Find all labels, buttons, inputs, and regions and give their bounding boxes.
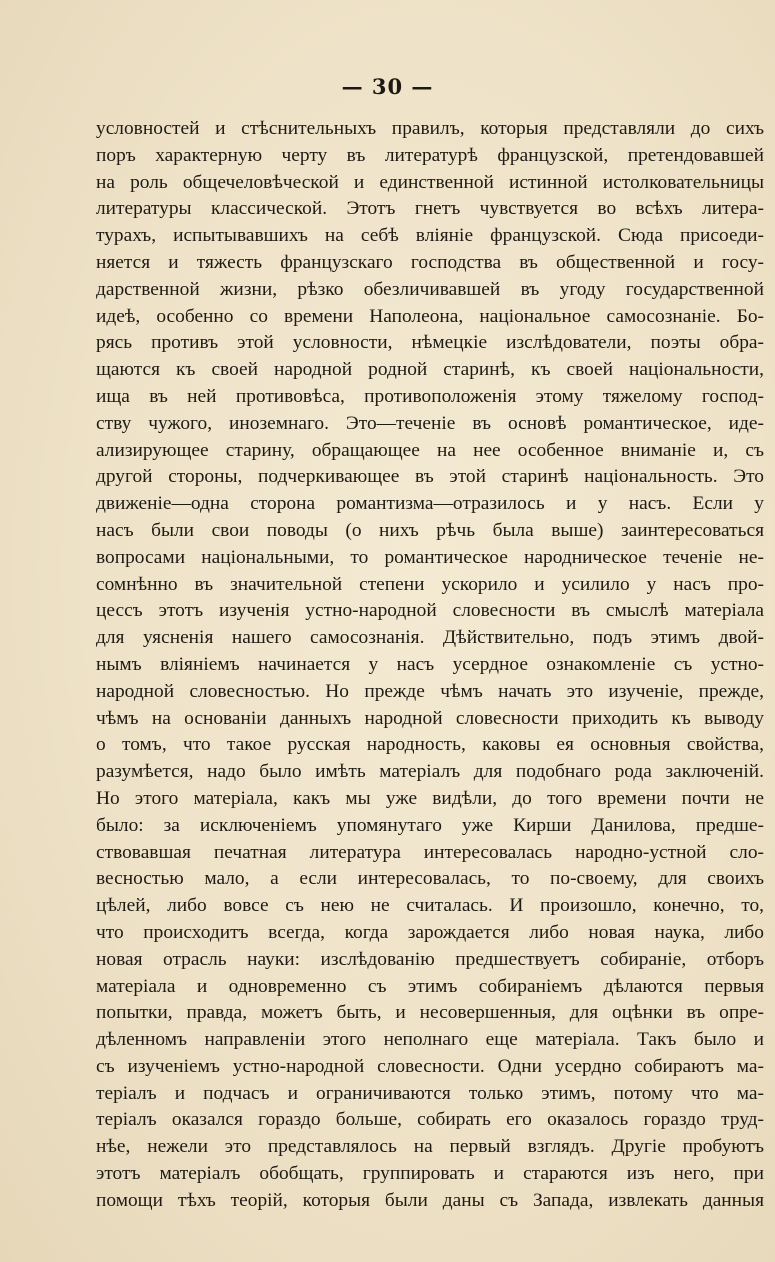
text-line: новая отрасль науки: изслѣдованію предшествуетъ собираніе, отборъ bbox=[96, 948, 764, 970]
page-number: — 30 — bbox=[341, 74, 434, 99]
text-line: няется и тяжесть французскаго господства въ общественной и госу- bbox=[96, 251, 764, 273]
text-line: Но этого матеріала, какъ мы уже видѣли, до того времени почти не bbox=[96, 787, 764, 809]
text-line: для уясненія нашего самосознанія. Дѣйствительно, подъ этимъ двой- bbox=[96, 627, 764, 649]
text-line: народной словесностью. Но прежде чѣмъ начать это изученіе, прежде, bbox=[96, 680, 764, 702]
text-line: помощи тѣхъ теорій, которыя были даны съ Запада, извлекать данныя bbox=[96, 1189, 764, 1211]
text-line: дѣленномъ направленіи этого неполнаго еще матеріала. Такъ было и bbox=[96, 1029, 764, 1051]
text-line: литературы классической. Этотъ гнетъ чувствуется во всѣхъ литера- bbox=[96, 198, 764, 220]
text-line: этотъ матеріалъ обобщать, группировать и стараются изъ него, при bbox=[96, 1163, 764, 1185]
text-line: ализирующее старину, обращающее на нее особенное вниманіе и, съ bbox=[96, 439, 764, 461]
text-line: цѣлей, либо вовсе съ нею не считалась. И произошло, конечно, то, bbox=[96, 895, 764, 917]
text-line: условностей и стѣснительныхъ правилъ, которыя представляли до сихъ bbox=[96, 118, 764, 139]
text-line: насъ были свои поводы (о нихъ рѣчь была выше) заинтересоваться bbox=[96, 519, 764, 541]
text-line: дарственной жизни, рѣзко обезличивавшей въ угоду государственной bbox=[96, 278, 764, 300]
text-line: сомнѣнно въ значительной степени ускорило и усилило у насъ про- bbox=[96, 573, 764, 595]
text-line: поръ характерную черту въ литературѣ французской, претендовавшей bbox=[96, 144, 764, 166]
text-line: чѣмъ на основаніи данныхъ народной словесности приходить къ выводу bbox=[96, 707, 764, 729]
text-line: рясь противъ этой условности, нѣмецкіе изслѣдователи, поэты обра- bbox=[96, 332, 764, 354]
text-line: нымъ вліяніемъ начинается у насъ усердное ознакомленіе съ устно- bbox=[96, 653, 764, 675]
text-line: съ изученіемъ устно-народной словесности. Одни усердно собираютъ ма- bbox=[96, 1055, 764, 1077]
text-line: нѣе, нежели это представлялось на первый взглядъ. Другіе пробуютъ bbox=[96, 1136, 764, 1158]
text-line: было: за исключеніемъ упомянутаго уже Кирши Данилова, предше- bbox=[96, 814, 764, 836]
text-line: ища въ ней противовѣса, противоположенія этому тяжелому господ- bbox=[96, 385, 764, 407]
text-line: щаются къ своей народной родной старинѣ, къ своей національности, bbox=[96, 359, 764, 381]
text-line: цессъ этотъ изученія устно-народной словесности въ смыслѣ матеріала bbox=[96, 600, 764, 622]
text-line: теріалъ оказался гораздо больше, собирать его оказалось гораздо труд- bbox=[96, 1109, 764, 1131]
text-line: матеріала и одновременно съ этимъ собираніемъ дѣлаются первыя bbox=[96, 975, 764, 997]
text-line: ствовавшая печатная литература интересовалась народно-устной сло- bbox=[96, 841, 764, 863]
text-line: вопросами національными, то романтическое народническое теченіе не- bbox=[96, 546, 764, 568]
text-line: о томъ, что такое русская народность, каковы ея основныя свойства, bbox=[96, 734, 764, 756]
text-line: разумѣется, надо было имѣть матеріалъ для подобнаго рода заключеній. bbox=[96, 761, 764, 783]
text-line: теріалъ и подчасъ и ограничиваются только этимъ, потому что ма- bbox=[96, 1082, 764, 1104]
text-line: попытки, правда, можетъ быть, и несовершенныя, для оцѣнки въ опре- bbox=[96, 1002, 764, 1024]
text-line: другой стороны, подчеркивающее въ этой старинѣ національность. Это bbox=[96, 466, 764, 488]
text-line: ству чужого, иноземнаго. Это—теченіе въ основѣ романтическое, иде- bbox=[96, 412, 764, 434]
text-line: что происходитъ всегда, когда зарождается либо новая наука, либо bbox=[96, 921, 764, 943]
text-line: идеѣ, особенно со времени Наполеона, національное самосознаніе. Бо- bbox=[96, 305, 764, 327]
text-line: движеніе—одна сторона романтизма—отразилось и у насъ. Если у bbox=[96, 493, 764, 515]
text-line: турахъ, испытывавшихъ на себѣ вліяніе французской. Сюда присоеди- bbox=[96, 225, 764, 247]
text-line: на роль общечеловѣческой и единственной истинной истолковательницы bbox=[96, 171, 764, 193]
body-text bbox=[96, 116, 764, 1215]
text-line: весностью мало, а если интересовалась, то по-своему, для своихъ bbox=[96, 868, 764, 890]
